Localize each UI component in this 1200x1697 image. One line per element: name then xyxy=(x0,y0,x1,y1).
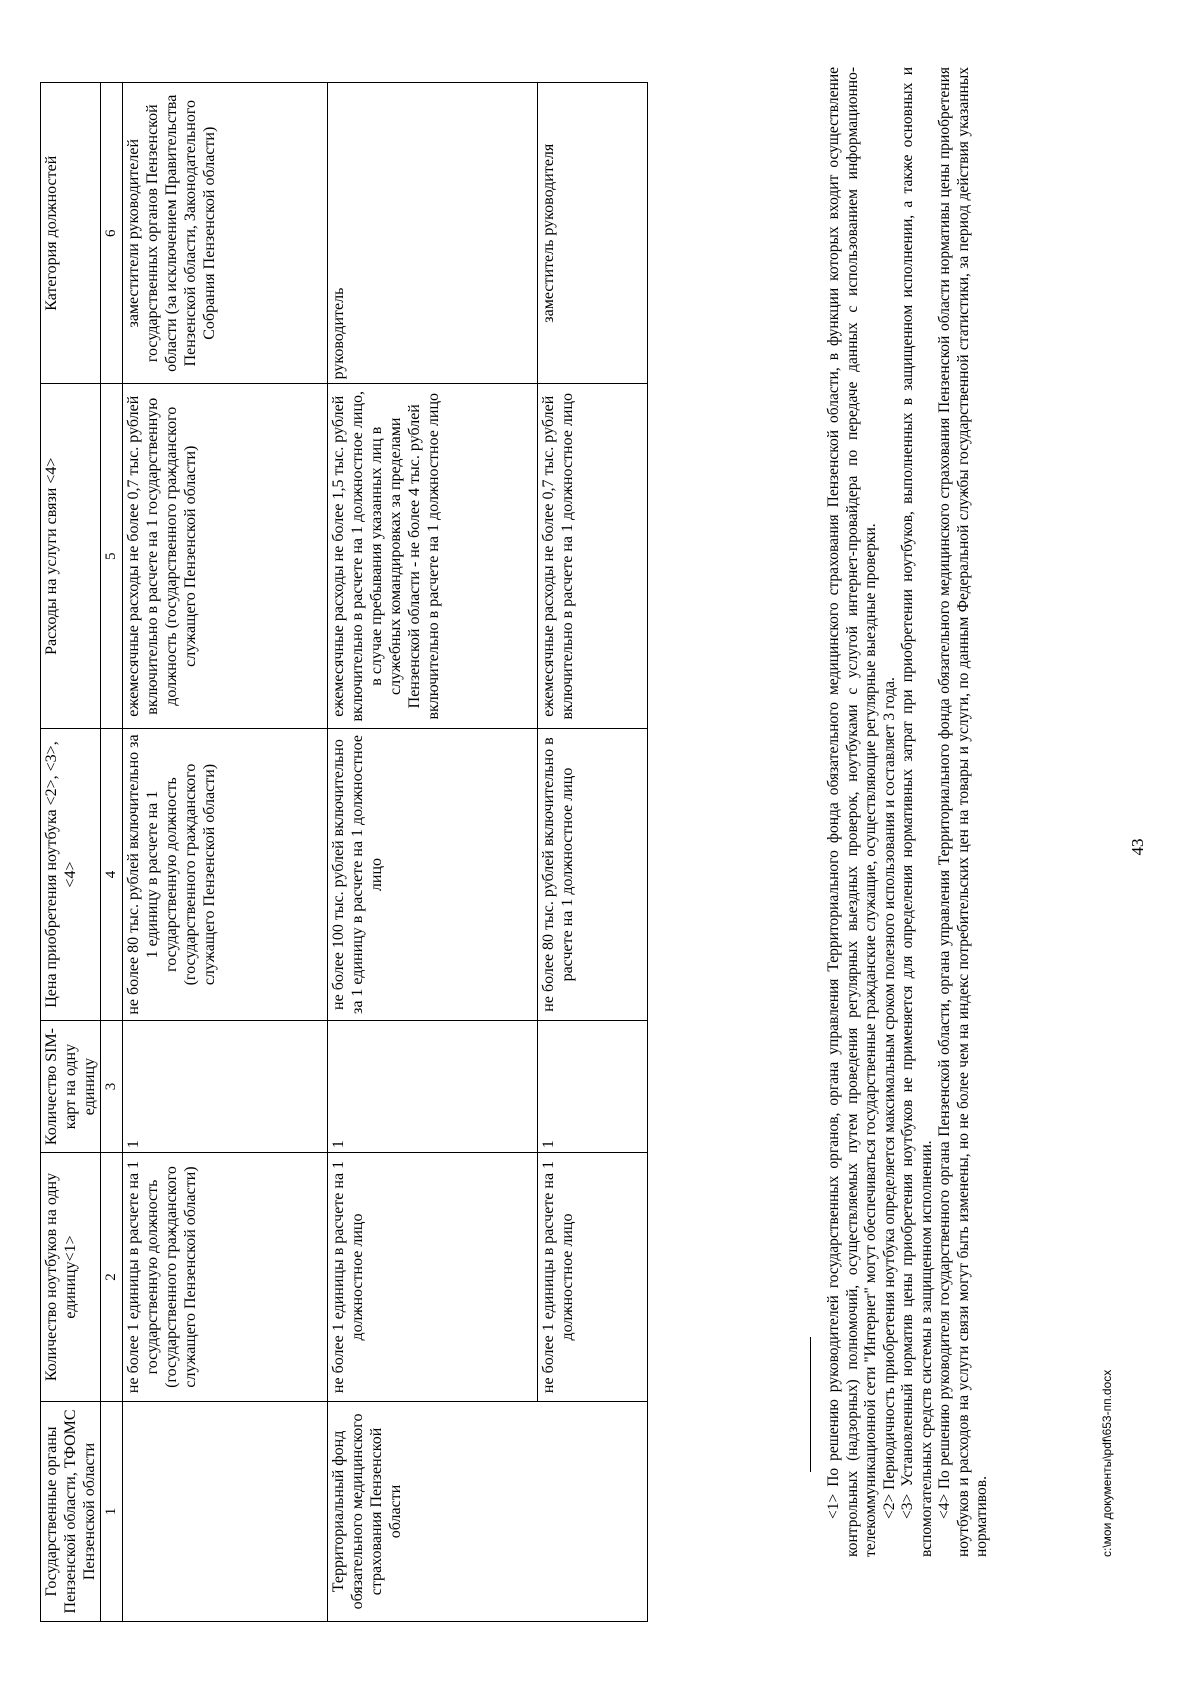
table-header-row xyxy=(41,83,101,1622)
header-organ: Государственные органы Пензенской области, ТФОМС Пензенской области xyxy=(41,1401,101,1621)
cell-price: не более 80 тыс. рублей включительно в расчете на 1 должностное лицо xyxy=(538,729,648,1021)
page-number: 43 xyxy=(1128,838,1147,856)
cell-category: руководитель xyxy=(328,83,538,384)
cell-laptops: не более 1 единицы в расчете на 1 должностное лицо xyxy=(328,1153,538,1402)
cell-category: заместитель руководителя xyxy=(538,83,648,384)
column-number-row xyxy=(101,83,123,1622)
footnote-separator xyxy=(810,1337,811,1472)
table-row xyxy=(538,83,648,1622)
norms-table xyxy=(40,82,648,1622)
cell-category: заместители руководителей государственных органов Пензенской области (за исключением Правительства Пензенской области, Законодательного Собрания Пензенской области) xyxy=(123,83,328,384)
cell-laptops: не более 1 единицы в расчете на 1 должностное лицо xyxy=(538,1153,648,1402)
cell-price: не более 100 тыс. рублей включительно за 1 единицу в расчете на 1 должностное лицо xyxy=(328,729,538,1021)
cell-sim: 1 xyxy=(328,1021,538,1153)
footnote-4: <4> По решению руководителя государственного органа Пензенской области, органа управления Территориального фонда обязательного медицинского страхования Пензенской области нормативы цены приобретения ноутбуков и расходов на услуги связи могут быть изменены, но не более чем на индекс потребительских цен на товары и услуги, по данным Федеральной службы государственной статистики, за период действия указанных нормативов. xyxy=(936,67,990,1557)
column-number: 2 xyxy=(101,1153,123,1402)
cell-organ: Территориальный фонд обязательного медицинского страхования Пензенской области xyxy=(328,1401,648,1621)
file-path: c:\мои документы\pdf\653-пп.docx xyxy=(1100,1369,1114,1557)
footnotes xyxy=(825,67,992,1557)
footnote-1: <1> По решению руководителей государственных органов, органа управления Территориального фонда обязательного медицинского страхования Пензенской области, в функции которых входит осуществление контрольных (надзорных) полномочий, осуществляемых путем проведения регулярных выездных проверок, ноутбуками с услугой интернет-провайдера по передаче данных с использованием информационно-телекоммуникационной сети "Интернет" могут обеспечиваться государственные гражданские служащие, осуществляющие регулярные выездные проверки. xyxy=(825,67,879,1557)
header-comm: Расходы на услуги связи <4> xyxy=(41,384,101,729)
cell-comm: ежемесячные расходы не более 0,7 тыс. рублей включительно в расчете на 1 государственную должность (государственного гражданского служащего Пензенской области) xyxy=(123,384,328,729)
column-number: 4 xyxy=(101,729,123,1021)
column-number: 1 xyxy=(101,1401,123,1621)
cell-comm: ежемесячные расходы не более 1,5 тыс. рублей включительно в расчете на 1 должностное лицо, в случае пребывания указанных лиц в служебных командировках за пределами Пензенской области - не более 4 тыс. рублей включительно в расчете на 1 должностное лицо xyxy=(328,384,538,729)
column-number: 5 xyxy=(101,384,123,729)
cell-laptops: не более 1 единицы в расчете на 1 государственную должность (государственного гражданского служащего Пензенской области) xyxy=(123,1153,328,1402)
header-price: Цена приобретения ноутбука <2>, <3>, <4> xyxy=(41,729,101,1021)
cell-sim: 1 xyxy=(123,1021,328,1153)
cell-comm: ежемесячные расходы не более 0,7 тыс. рублей включительно в расчете на 1 должностное лицо xyxy=(538,384,648,729)
table-row xyxy=(123,83,328,1622)
header-category: Категория должностей xyxy=(41,83,101,384)
table-row xyxy=(328,83,538,1622)
cell-price: не более 80 тыс. рублей включительно за 1 единицу в расчете на 1 государственную должность (государственного гражданского служащего Пензенской области) xyxy=(123,729,328,1021)
header-sim: Количество SIM-карт на одну единицу xyxy=(41,1021,101,1153)
footnote-2: <2> Периодичность приобретения ноутбука определяется максимальным сроком полезного использования и составляет 3 года. xyxy=(880,677,898,1519)
cell-sim: 1 xyxy=(538,1021,648,1153)
cell-organ xyxy=(123,1401,328,1621)
footnote-3: <3> Установленный норматив цены приобретения ноутбуков не применяется для определения нормативных затрат при приобретении ноутбуков, выполненных в защищенном исполнении, а также основных и вспомогательных средств системы в защищенном исполнении. xyxy=(899,67,935,1557)
column-number: 3 xyxy=(101,1021,123,1153)
column-number: 6 xyxy=(101,83,123,384)
header-laptops: Количество ноутбуков на одну единицу<1> xyxy=(41,1153,101,1402)
